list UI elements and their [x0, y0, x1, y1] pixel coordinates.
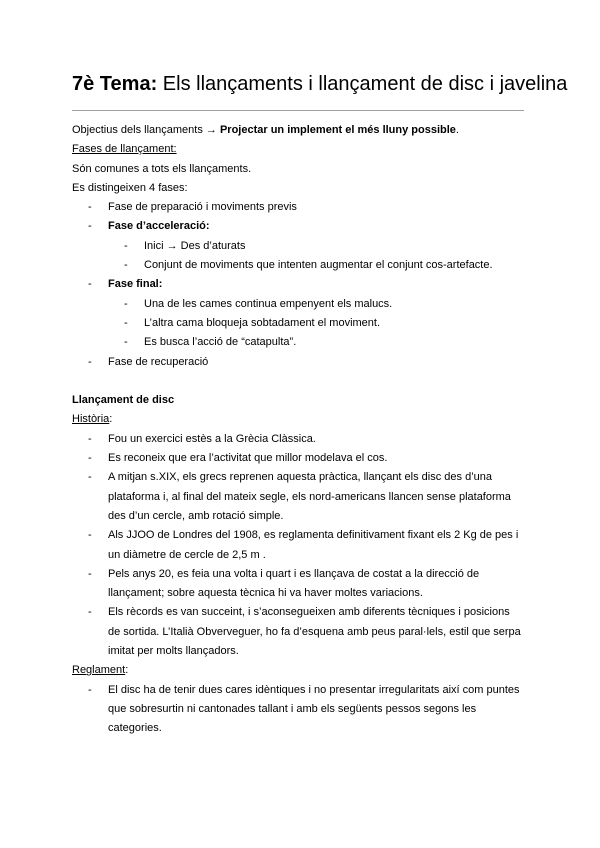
rules-item: El disc ha de tenir dues cares idèntiques i no presentar irregularitats així com puntes que sobresurtin ni cantonades tallant i amb els següents pessos segons les categories. — [108, 683, 520, 735]
list-item — [72, 217, 524, 236]
final-item: Una de les cames continua empenyent els malucs. — [144, 297, 393, 310]
phases-heading: Fases de llançament: — [72, 143, 177, 156]
sub-list-item — [72, 237, 524, 256]
final-item: L’altra cama bloqueja sobtadament el moviment. — [144, 316, 381, 329]
rules-colon: : — [125, 664, 129, 677]
phase-recovery: Fase de recuperació — [108, 355, 209, 368]
phases-common-text: Són comunes a tots els llançaments. — [72, 162, 252, 175]
objectives-prefix: Objectius dels llançaments → — [72, 124, 220, 136]
rules-heading-line — [72, 661, 524, 680]
dash-bullet: - — [124, 239, 128, 252]
rules-heading: Reglament — [72, 664, 126, 677]
dash-bullet: - — [88, 452, 92, 465]
disc-heading: Llançament de disc — [72, 394, 175, 407]
dash-bullet: - — [88, 278, 92, 291]
sub-list-item — [72, 295, 524, 314]
list-item — [72, 681, 524, 739]
title-divider — [72, 110, 524, 111]
phase-acceleration: Fase d’acceleració: — [108, 220, 210, 233]
acceleration-item: Conjunt de moviments que intenten augmentar el conjunt cos-artefacte. — [144, 259, 493, 272]
list-item — [72, 468, 524, 526]
dash-bullet: - — [88, 355, 92, 368]
history-heading-line — [72, 410, 524, 429]
phases-count-text: Es distingeixen 4 fases: — [72, 181, 188, 194]
list-item — [72, 565, 524, 604]
history-item: Pels anys 20, es feia una volta i quart i es llançava de costat a la direcció de llançament; sobre aquesta tècnica hi va haver moltes variacions. — [108, 567, 480, 600]
acceleration-item: Inici → Des d’aturats — [144, 239, 246, 252]
document-body — [72, 121, 524, 739]
dash-bullet: - — [88, 683, 92, 696]
history-item: Als JJOO de Londres del 1908, es reglamenta definitivament fixant els 2 Kg de pes i un diàmetre de cercle de 2,5 m . — [108, 529, 519, 561]
dash-bullet: - — [124, 297, 128, 310]
dash-bullet: - — [124, 336, 128, 349]
final-item: Es busca l’acció de “catapulta”. — [144, 336, 297, 349]
phase-preparation: Fase de preparació i moviments previs — [108, 201, 297, 214]
objectives-suffix: . — [455, 124, 459, 136]
dash-bullet: - — [88, 432, 92, 445]
spacer — [72, 372, 524, 391]
title-topic-number: 7è Tema: — [72, 73, 158, 95]
objectives-bold: Projectar un implement el més lluny possible — [219, 124, 456, 136]
dash-bullet: - — [88, 201, 92, 214]
sub-list-item — [72, 314, 524, 333]
history-item: Els rècords es van succeint, i s’aconsegueixen amb diferents tècniques i posicions de sortida. L’Italià Obverveguer, ho fa d’esquena amb peus paral·lels, estil que serpa imitat per molts llançadors. — [108, 606, 521, 658]
dash-bullet: - — [88, 471, 92, 484]
title-text: Els llançaments i llançament de disc i javelina — [157, 73, 568, 95]
history-list — [72, 430, 524, 662]
objectives-line — [72, 121, 524, 140]
history-item: A mitjan s.XIX, els grecs reprenen aquesta pràctica, llançant els disc des d’una plataforma i, al final del mateix segle, els nord-americans llancen sense plataforma des d’un cercle, amb rotació simple. — [108, 471, 511, 522]
list-item — [72, 449, 524, 468]
list-item — [72, 353, 524, 372]
page-title — [72, 72, 567, 96]
list-item — [72, 603, 524, 661]
phases-list — [72, 198, 524, 372]
phase-final: Fase final: — [108, 278, 163, 291]
sub-list-item — [72, 333, 524, 352]
history-colon: : — [109, 413, 113, 426]
rules-list — [72, 681, 524, 739]
list-item — [72, 430, 524, 449]
dash-bullet: - — [88, 567, 92, 580]
list-item — [72, 275, 524, 294]
dash-bullet: - — [88, 529, 92, 542]
list-item — [72, 198, 524, 217]
dash-bullet: - — [124, 259, 128, 272]
history-heading: Història — [72, 413, 110, 426]
history-item: Es reconeix que era l’activitat que millor modelava el cos. — [108, 452, 388, 465]
history-item: Fou un exercici estès a la Grècia Clàssica. — [108, 432, 316, 445]
sub-list-item — [72, 256, 524, 275]
dash-bullet: - — [88, 606, 92, 619]
list-item — [72, 526, 524, 565]
dash-bullet: - — [124, 316, 128, 329]
dash-bullet: - — [88, 220, 92, 233]
